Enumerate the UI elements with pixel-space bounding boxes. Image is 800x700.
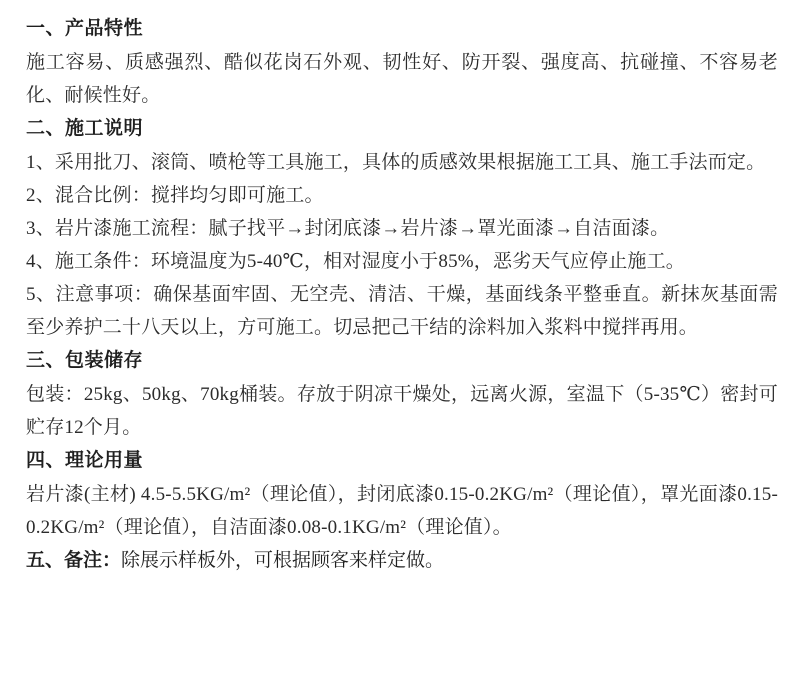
section-paragraph-theoretical-usage: 岩片漆(主材) 4.5-5.5KG/m²（理论值），封闭底漆0.15-0.2KG/m²（理论值），罩光面漆0.15-0.2KG/m²（理论值），自洁面漆0.08-0.1KG/m²（理论值）。 xyxy=(26,484,778,538)
section-product-features xyxy=(26,12,778,112)
section-heading-product-features: 一、产品特性 xyxy=(26,18,144,39)
construction-step-1: 1、采用批刀、滚筒、喷枪等工具施工，具体的质感效果根据施工工具、施工手法而定。 xyxy=(26,152,766,173)
section-packaging-storage xyxy=(26,344,778,444)
section-remarks xyxy=(26,544,778,577)
section-heading-theoretical-usage: 四、理论用量 xyxy=(26,450,144,471)
construction-step-5: 5、注意事项：确保基面牢固、无空壳、清洁、干燥，基面线条平整垂直。新抹灰基面需至少养护二十八天以上，方可施工。切忌把己干结的涂料加入浆料中搅拌再用。 xyxy=(26,284,778,338)
section-construction-instructions xyxy=(26,112,778,344)
section-paragraph-product-features: 施工容易、质感强烈、酷似花岗石外观、韧性好、防开裂、强度高、抗碰撞、不容易老化、耐候性好。 xyxy=(26,52,778,106)
construction-step-2: 2、混合比例：搅拌均匀即可施工。 xyxy=(26,185,324,206)
section-heading-remarks: 五、备注： xyxy=(26,550,122,571)
section-heading-packaging-storage: 三、包装储存 xyxy=(26,350,144,371)
section-theoretical-usage xyxy=(26,444,778,544)
section-paragraph-packaging-storage: 包装：25kg、50kg、70kg桶装。存放于阴凉干燥处，远离火源，室温下（5-35℃）密封可贮存12个月。 xyxy=(26,384,778,438)
section-paragraph-remarks: 除展示样板外，可根据顾客来样定做。 xyxy=(121,550,445,571)
construction-step-3: 3、岩片漆施工流程：腻子找平→封闭底漆→岩片漆→罩光面漆→自洁面漆。 xyxy=(26,218,670,239)
section-heading-construction-instructions: 二、施工说明 xyxy=(26,118,144,139)
construction-step-4: 4、施工条件：环境温度为5-40℃，相对湿度小于85%，恶劣天气应停止施工。 xyxy=(26,251,686,272)
